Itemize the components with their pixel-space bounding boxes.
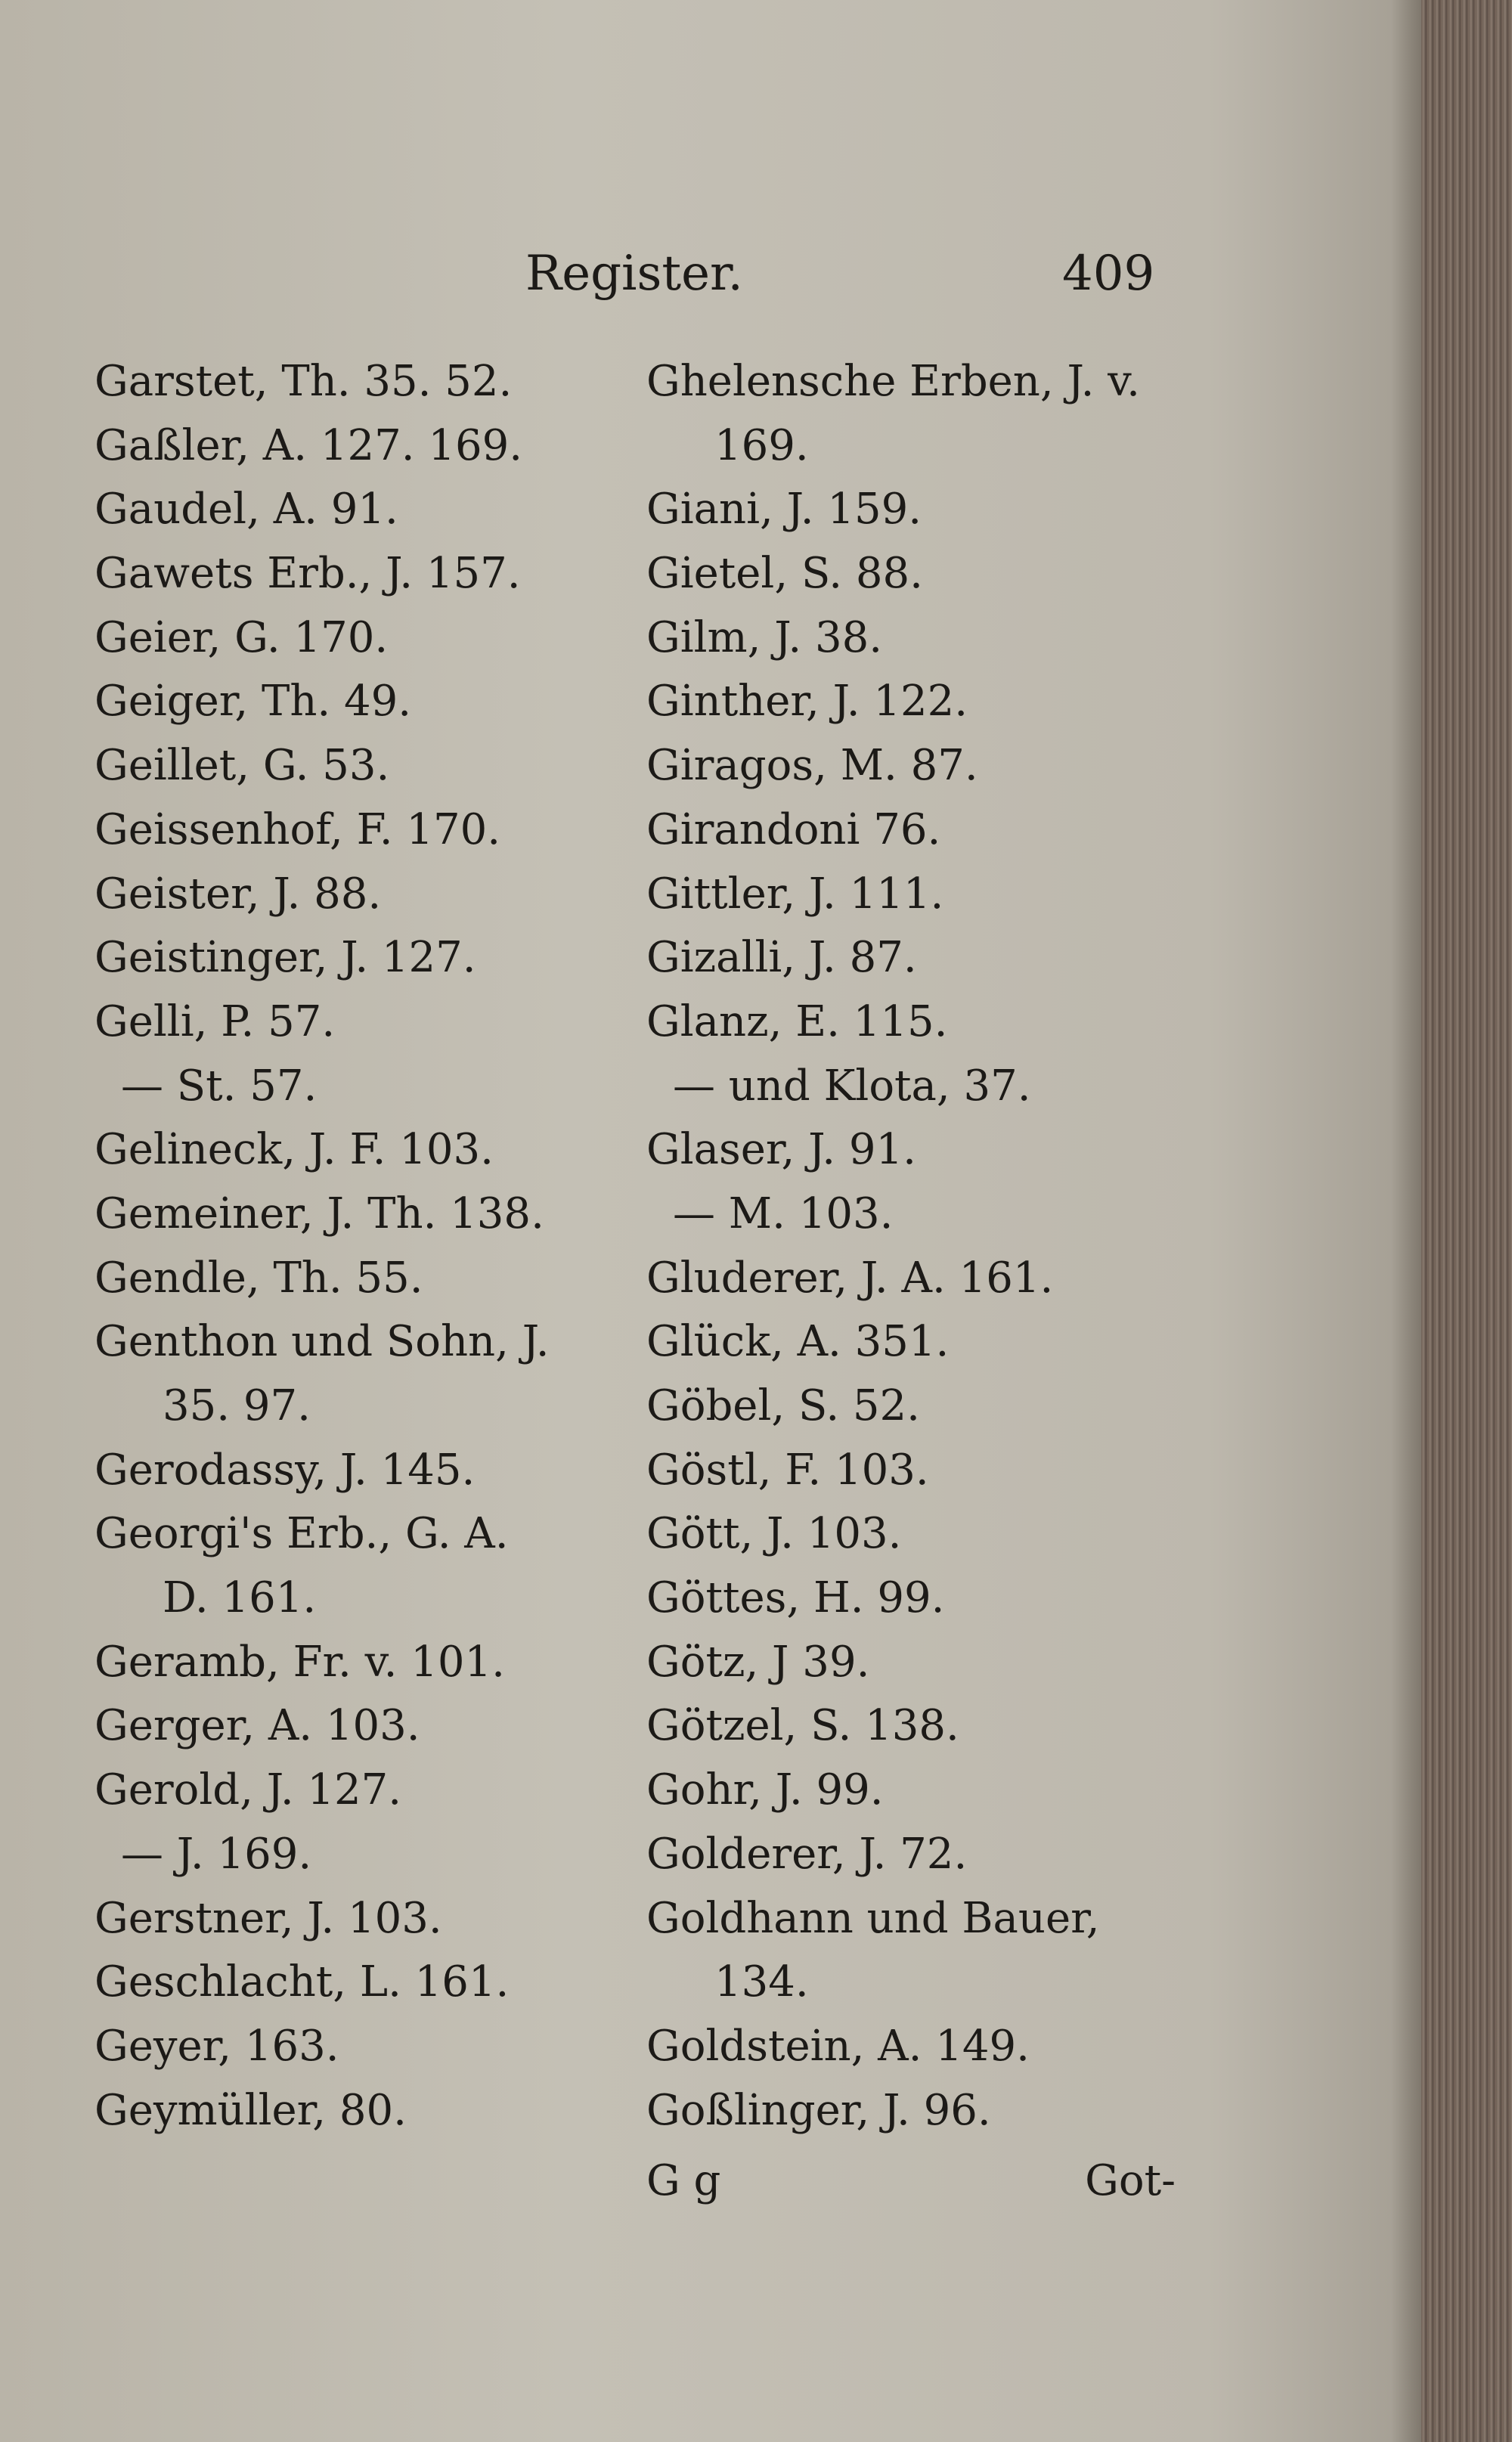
catchword: Got- — [1085, 2156, 1176, 2205]
index-entry: Götzel, S. 138. — [646, 1701, 959, 1751]
signature-mark: G g — [646, 2156, 721, 2205]
index-entry: Genthon und Sohn, J. — [94, 1317, 550, 1367]
index-entry: Goldstein, A. 149. — [646, 2021, 1030, 2071]
index-entry: Girandoni 76. — [646, 804, 941, 854]
index-entry: Gendle, Th. 55. — [94, 1253, 423, 1303]
index-entry: Geillet, G. 53. — [94, 741, 390, 791]
index-entry: — und Klota, 37. — [673, 1061, 1031, 1111]
index-entry: Gilm, J. 38. — [646, 612, 883, 662]
index-entry: Garstet, Th. 35. 52. — [94, 357, 513, 406]
index-entry: Geier, G. 170. — [94, 612, 389, 662]
index-entry: Gerold, J. 127. — [94, 1765, 402, 1815]
index-entry: — J. 169. — [121, 1829, 312, 1879]
index-entry: Gelineck, J. F. 103. — [94, 1125, 494, 1175]
index-entry: Ginther, J. 122. — [646, 677, 968, 727]
index-entry: Gawets Erb., J. 157. — [94, 549, 521, 599]
index-entry: — St. 57. — [121, 1061, 318, 1111]
gutter-shadow — [1391, 0, 1421, 2442]
index-entry: Gietel, S. 88. — [646, 549, 923, 599]
index-entry: Götz, J 39. — [646, 1637, 870, 1687]
index-entry: Göttes, H. 99. — [646, 1573, 945, 1623]
index-entry: — M. 103. — [673, 1188, 894, 1238]
index-entry: Gittler, J. 111. — [646, 869, 944, 919]
index-entry: Gizalli, J. 87. — [646, 933, 917, 983]
index-entry: 134. — [714, 1957, 809, 2007]
index-entry: Geyer, 163. — [94, 2021, 339, 2071]
index-entry: Geister, J. 88. — [94, 869, 382, 919]
index-entry: Gött, J. 103. — [646, 1509, 902, 1559]
index-column-left — [94, 350, 639, 2143]
page-edge — [1421, 0, 1512, 2442]
index-entry: Glaser, J. 91. — [646, 1125, 916, 1175]
index-entry: Gerodassy, J. 145. — [94, 1445, 476, 1495]
index-entry: Geymüller, 80. — [94, 2085, 407, 2135]
page-header — [0, 246, 1421, 306]
index-entry: 35. 97. — [163, 1381, 311, 1430]
index-entry: Golderer, J. 72. — [646, 1829, 968, 1879]
index-entry: Ghelensche Erben, J. v. — [646, 357, 1140, 406]
index-entry: Gerger, A. 103. — [94, 1701, 420, 1751]
index-entry: Glanz, E. 115. — [646, 996, 948, 1046]
index-entry: Göstl, F. 103. — [646, 1445, 929, 1495]
index-entry: Gohr, J. 99. — [646, 1765, 884, 1815]
index-entry: Georgi's Erb., G. A. — [94, 1509, 509, 1559]
index-entry: Geiger, Th. 49. — [94, 677, 412, 727]
index-entry: Giragos, M. 87. — [646, 741, 978, 791]
index-entry: Gaudel, A. 91. — [94, 485, 398, 535]
index-entry: D. 161. — [163, 1573, 317, 1623]
index-entry: Gluderer, J. A. 161. — [646, 1253, 1054, 1303]
index-entry: Goßlinger, J. 96. — [646, 2085, 991, 2135]
index-column-right — [646, 350, 1191, 2143]
index-entry: Göbel, S. 52. — [646, 1381, 920, 1430]
index-entry: 169. — [714, 420, 809, 470]
index-entry: Gaßler, A. 127. 169. — [94, 420, 523, 470]
index-entry: Goldhann und Bauer, — [646, 1893, 1100, 1943]
running-head: Register. — [525, 246, 743, 302]
index-entry: Glück, A. 351. — [646, 1317, 950, 1367]
index-entry: Gerstner, J. 103. — [94, 1893, 442, 1943]
index-entry: Giani, J. 159. — [646, 485, 922, 535]
index-entry: Geramb, Fr. v. 101. — [94, 1637, 505, 1687]
page-number: 409 — [1062, 246, 1155, 302]
index-entry: Gemeiner, J. Th. 138. — [94, 1188, 544, 1238]
index-entry: Geschlacht, L. 161. — [94, 1957, 510, 2007]
index-entry: Gelli, P. 57. — [94, 996, 336, 1046]
page-footer — [646, 2156, 1176, 2217]
index-entry: Geissenhof, F. 170. — [94, 804, 501, 854]
index-entry: Geistinger, J. 127. — [94, 933, 476, 983]
